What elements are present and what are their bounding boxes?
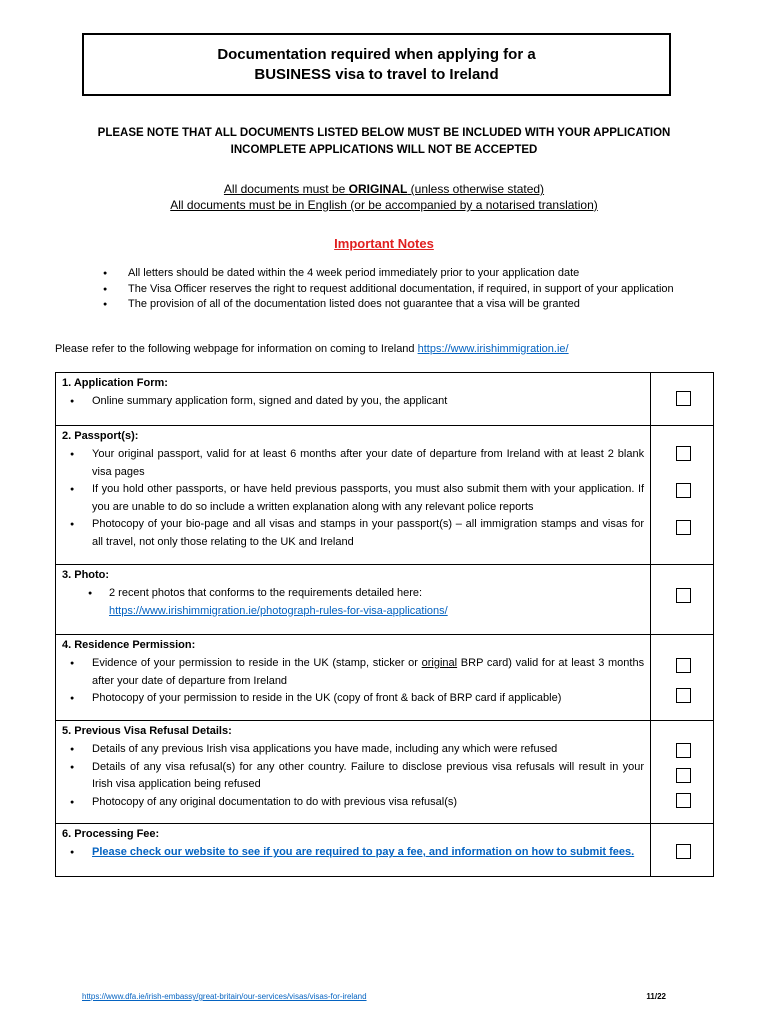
photo-requirement-text: 2 recent photos that conforms to the requirements detailed here: xyxy=(109,587,423,599)
checkbox[interactable] xyxy=(676,658,691,673)
residence-text-pre: Evidence of your permission to reside in the UK (stamp, sticker or xyxy=(92,657,422,669)
section-content xyxy=(56,721,651,824)
checkbox[interactable] xyxy=(676,483,691,498)
list-item: ● Photocopy of your permission to reside in the UK (copy of front & back of BRP card if applicable) xyxy=(62,690,644,708)
english-requirement: All documents must be in English (or be accompanied by a notarised translation) xyxy=(170,198,598,212)
section-items xyxy=(62,393,644,411)
footer-url-link[interactable]: https://www.dfa.ie/irish-embassy/great-britain/our-services/visas/visas-for-ireland xyxy=(82,992,367,1001)
list-item: ● Online summary application form, signed and dated by you, the applicant xyxy=(62,393,644,411)
section-title: 6. Processing Fee: xyxy=(62,828,160,840)
list-item xyxy=(62,585,644,620)
checkbox[interactable] xyxy=(676,743,691,758)
section-title: 1. Application Form: xyxy=(62,377,168,389)
important-notes-list xyxy=(100,266,690,313)
list-item: ● Photocopy of your bio-page and all visas and stamps in your passport(s) – all immigration stamps and visas for all travel, not only those relating to the UK and Ireland xyxy=(62,516,644,551)
refer-text xyxy=(55,342,569,357)
original-requirement xyxy=(40,181,728,198)
section-items xyxy=(62,585,644,620)
checkbox[interactable] xyxy=(676,391,691,406)
checkbox[interactable] xyxy=(676,688,691,703)
note-item: ● All letters should be dated within the 4 week period immediately prior to your application date xyxy=(100,266,690,282)
section-content xyxy=(56,635,651,721)
section-title: 4. Residence Permission: xyxy=(62,639,196,651)
list-item: ● Details of any visa refusal(s) for any other country. Failure to disclose previous visa refusals will result in your Irish visa application being refused xyxy=(62,759,644,794)
list-item: ● Photocopy of any original documentation to do with previous visa refusal(s) xyxy=(62,794,644,812)
immigration-website-link[interactable]: https://www.irishimmigration.ie/ xyxy=(417,343,569,355)
checklist-section-residence-permission xyxy=(56,635,714,721)
list-item: ● If you hold other passports, or have held previous passports, you must also submit them with your application. If you are unable to do so include a written explanation along with any relevant police reports xyxy=(62,481,644,516)
checkbox-cell xyxy=(651,565,714,635)
photo-rules-link[interactable]: https://www.irishimmigration.ie/photograph-rules-for-visa-applications/ xyxy=(109,604,448,617)
notice-line1: PLEASE NOTE THAT ALL DOCUMENTS LISTED BELOW MUST BE INCLUDED WITH YOUR APPLICATION xyxy=(97,127,671,139)
section-content xyxy=(56,373,651,426)
document-title-line2: BUSINESS visa to travel to Ireland xyxy=(254,65,499,83)
checkbox-cell xyxy=(651,426,714,565)
checklist-section-previous-visa-refusal xyxy=(56,721,714,824)
checkbox[interactable] xyxy=(676,588,691,603)
checkbox[interactable] xyxy=(676,768,691,783)
section-content xyxy=(56,824,651,877)
documents-checklist-table xyxy=(55,372,714,877)
section-items xyxy=(62,741,644,811)
checkbox[interactable] xyxy=(676,520,691,535)
list-item: ● Your original passport, valid for at least 6 months after your date of departure from Ireland with at least 2 blank visa pages xyxy=(62,446,644,481)
document-title-box xyxy=(82,33,671,96)
section-title: 3. Photo: xyxy=(62,569,110,581)
list-item: ● Details of any previous Irish visa applications you have made, including any which were refused xyxy=(62,741,644,759)
document-title-line1: Documentation required when applying for a xyxy=(217,45,536,63)
section-items xyxy=(62,844,644,862)
section-items xyxy=(62,655,644,708)
notice-line2: INCOMPLETE APPLICATIONS WILL NOT BE ACCEPTED xyxy=(230,144,538,156)
checklist-section-application-form xyxy=(56,373,714,426)
checklist-section-processing-fee xyxy=(56,824,714,877)
original-suffix: (unless otherwise stated) xyxy=(407,182,545,196)
note-item: ● The Visa Officer reserves the right to request additional documentation, if required, in support of your application xyxy=(100,282,690,298)
section-content xyxy=(56,426,651,565)
section-items xyxy=(62,446,644,551)
section-content xyxy=(56,565,651,635)
section-title: 5. Previous Visa Refusal Details: xyxy=(62,725,232,737)
checkbox-cell xyxy=(651,635,714,721)
original-bold: ORIGINAL xyxy=(348,182,408,196)
residence-text-post: BRP card) valid for at least 3 months after your date of departure from Ireland xyxy=(92,657,645,687)
checkbox-cell xyxy=(651,824,714,877)
checkbox[interactable] xyxy=(676,446,691,461)
checklist-section-passports xyxy=(56,426,714,565)
checkbox-cell xyxy=(651,721,714,824)
checklist-section-photo xyxy=(56,565,714,635)
list-item xyxy=(62,844,644,862)
list-item xyxy=(62,655,644,690)
page-number: 11/22 xyxy=(646,992,666,1001)
checkbox[interactable] xyxy=(676,844,691,859)
residence-text-underlined: original xyxy=(421,657,458,669)
checkbox-cell xyxy=(651,373,714,426)
checkbox[interactable] xyxy=(676,793,691,808)
section-title: 2. Passport(s): xyxy=(62,430,139,442)
original-prefix: All documents must be xyxy=(223,182,349,196)
refer-label: Please refer to the following webpage for information on coming to Ireland xyxy=(55,343,418,355)
important-notes-heading: Important Notes xyxy=(334,236,434,251)
processing-fee-link[interactable]: Please check our website to see if you are required to pay a fee, and information on how to submit fees. xyxy=(92,846,635,858)
note-item: ● The provision of all of the documentation listed does not guarantee that a visa will be granted xyxy=(100,297,690,313)
